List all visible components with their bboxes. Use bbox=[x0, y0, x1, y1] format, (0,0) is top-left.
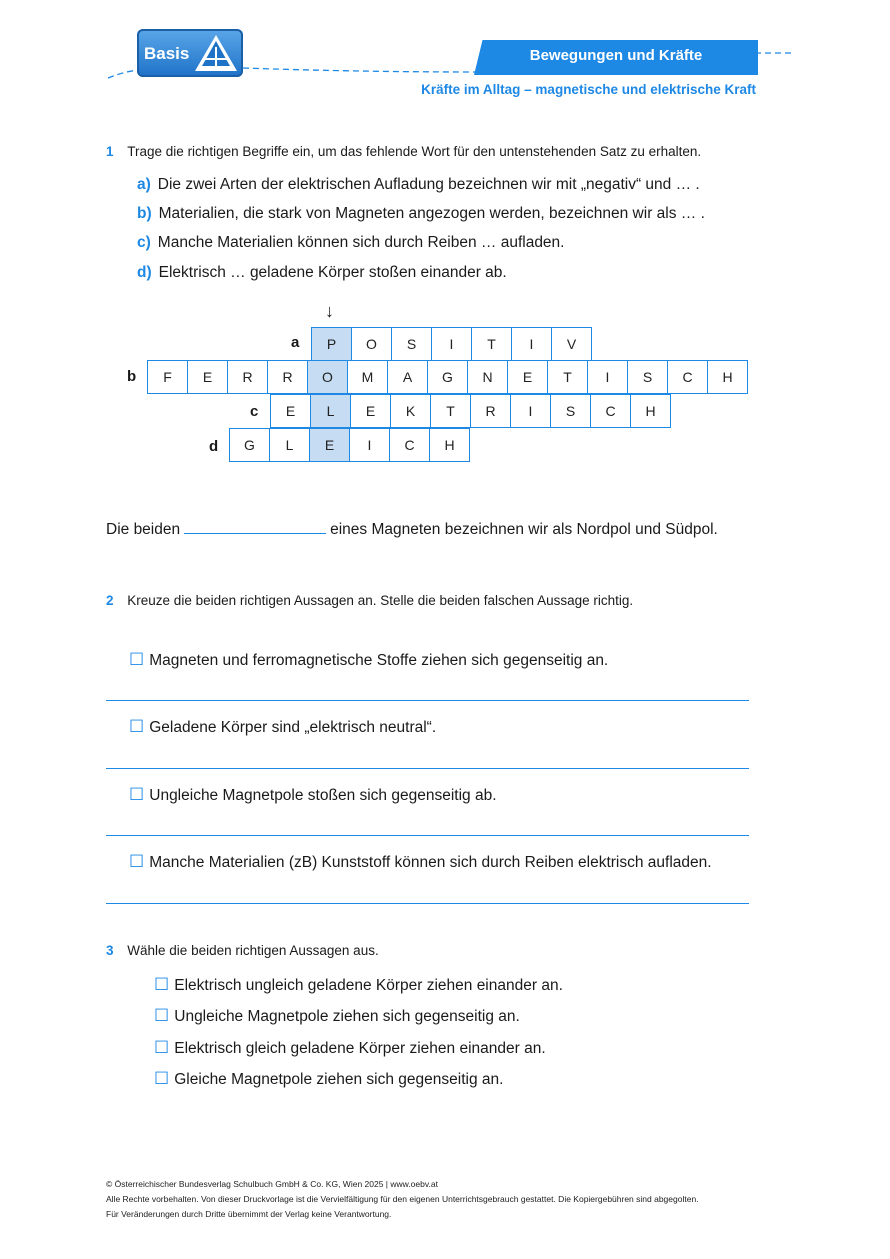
crossword-cell-a-3[interactable]: S bbox=[391, 327, 432, 361]
crossword-row-label-b: b bbox=[127, 368, 137, 385]
task3-option-2[interactable]: ☐ Ungleiche Magnetpole ziehen sich gegenseitig an. bbox=[154, 1006, 520, 1025]
task2-instruction: Kreuze die beiden richtigen Aussagen an. Stelle die beiden falschen Aussage richtig. bbox=[127, 593, 634, 608]
crossword-grid bbox=[0, 0, 890, 480]
checkbox-icon[interactable]: ☐ bbox=[129, 852, 145, 871]
crossword-cell-b-8[interactable]: G bbox=[427, 360, 468, 394]
checkbox-icon[interactable]: ☐ bbox=[154, 1038, 170, 1057]
crossword-cell-a-2[interactable]: O bbox=[351, 327, 392, 361]
task2-number: 2 bbox=[106, 593, 114, 608]
task3-option-1[interactable]: ☐ Elektrisch ungleich geladene Körper ziehen einander an. bbox=[154, 975, 563, 994]
task3-number: 3 bbox=[106, 943, 114, 958]
task1-item-a: a) Die zwei Arten der elektrischen Aufladung bezeichnen wir mit „negativ“ und … . bbox=[137, 176, 700, 193]
task3-instruction: Wähle die beiden richtigen Aussagen aus. bbox=[127, 943, 379, 958]
task3-option-3[interactable]: ☐ Elektrisch gleich geladene Körper ziehen einander an. bbox=[154, 1038, 546, 1057]
crossword-cell-a-4[interactable]: I bbox=[431, 327, 472, 361]
crossword-row-label-d: d bbox=[209, 438, 219, 455]
crossword-cell-c-5[interactable]: T bbox=[430, 394, 471, 428]
solution-arrow-icon: ↓ bbox=[325, 301, 334, 321]
checkbox-icon[interactable]: ☐ bbox=[154, 975, 170, 994]
crossword-cell-b-13[interactable]: S bbox=[627, 360, 668, 394]
crossword-cell-d-2[interactable]: L bbox=[269, 428, 310, 462]
checkbox-icon[interactable]: ☐ bbox=[129, 717, 145, 736]
crossword-cell-c-3[interactable]: E bbox=[350, 394, 391, 428]
crossword-cell-b-3[interactable]: R bbox=[227, 360, 268, 394]
crossword-cell-a-6[interactable]: I bbox=[511, 327, 552, 361]
checkbox-icon[interactable]: ☐ bbox=[154, 1069, 170, 1088]
crossword-cell-d-6[interactable]: H bbox=[429, 428, 470, 462]
task2-statement-1[interactable]: ☐ Magneten und ferromagnetische Stoffe ziehen sich gegenseitig an. bbox=[129, 650, 609, 669]
crossword-row-label-c: c bbox=[250, 403, 259, 420]
crossword-cell-a-5[interactable]: T bbox=[471, 327, 512, 361]
crossword-cell-b-14[interactable]: C bbox=[667, 360, 708, 394]
footer-rights: Alle Rechte vorbehalten. Von dieser Druckvorlage ist die Vervielfältigung für den eigenen Unterrichtsgebrauch gestattet. Die Kopiergebühren sind abgegolten. bbox=[106, 1194, 699, 1204]
task2-statement-3[interactable]: ☐ Ungleiche Magnetpole stoßen sich gegenseitig ab. bbox=[129, 785, 497, 804]
crossword-cell-b-1[interactable]: F bbox=[147, 360, 188, 394]
task2-heading bbox=[106, 593, 633, 608]
crossword-cell-d-1[interactable]: G bbox=[229, 428, 270, 462]
crossword-cell-c-8[interactable]: S bbox=[550, 394, 591, 428]
checkbox-icon[interactable]: ☐ bbox=[129, 785, 145, 804]
crossword-cell-b-2[interactable]: E bbox=[187, 360, 228, 394]
task1-item-c: c) Manche Materialien können sich durch Reiben … aufladen. bbox=[137, 234, 565, 251]
crossword-row-label-a: a bbox=[291, 334, 300, 351]
task3-option-4[interactable]: ☐ Gleiche Magnetpole ziehen sich gegenseitig an. bbox=[154, 1069, 504, 1088]
crossword-cell-c-9[interactable]: C bbox=[590, 394, 631, 428]
crossword-cell-b-11[interactable]: T bbox=[547, 360, 588, 394]
task1-item-b: b) Materialien, die stark von Magneten angezogen werden, bezeichnen wir als … . bbox=[137, 205, 705, 222]
crossword-cell-b-10[interactable]: E bbox=[507, 360, 548, 394]
crossword-cell-b-15[interactable]: H bbox=[707, 360, 748, 394]
crossword-cell-b-4[interactable]: R bbox=[267, 360, 308, 394]
crossword-cell-d-3[interactable]: E bbox=[309, 428, 350, 462]
crossword-cell-b-6[interactable]: M bbox=[347, 360, 388, 394]
crossword-cell-d-5[interactable]: C bbox=[389, 428, 430, 462]
logo-text: Basis bbox=[144, 44, 190, 63]
crossword-cell-b-12[interactable]: I bbox=[587, 360, 628, 394]
task1-sentence: Die beiden eines Magneten bezeichnen wir als Nordpol und Südpol. bbox=[106, 521, 718, 538]
answer-line-4[interactable] bbox=[106, 903, 749, 904]
checkbox-icon[interactable]: ☐ bbox=[154, 1006, 170, 1025]
task3-heading bbox=[106, 943, 379, 958]
crossword-cell-c-4[interactable]: K bbox=[390, 394, 431, 428]
footer bbox=[106, 1177, 699, 1222]
answer-blank[interactable] bbox=[184, 519, 326, 534]
crossword-cell-d-4[interactable]: I bbox=[349, 428, 390, 462]
crossword-cell-b-7[interactable]: A bbox=[387, 360, 428, 394]
worksheet-subtitle: Kräfte im Alltag – magnetische und elektrische Kraft bbox=[421, 82, 756, 97]
footer-copyright: © Österreichischer Bundesverlag Schulbuch GmbH & Co. KG, Wien 2025 | www.oebv.at bbox=[106, 1179, 438, 1189]
banner-title: Bewegungen und Kräfte bbox=[529, 47, 703, 64]
crossword-cell-b-5[interactable]: O bbox=[307, 360, 348, 394]
task1-number: 1 bbox=[106, 144, 114, 159]
crossword-cell-c-7[interactable]: I bbox=[510, 394, 551, 428]
checkbox-icon[interactable]: ☐ bbox=[129, 650, 145, 669]
answer-line-2[interactable] bbox=[106, 768, 749, 769]
task2-statement-2[interactable]: ☐ Geladene Körper sind „elektrisch neutral“. bbox=[129, 717, 437, 736]
answer-line-3[interactable] bbox=[106, 835, 749, 836]
task1-instruction: Trage die richtigen Begriffe ein, um das fehlende Wort für den untenstehenden Satz zu erhalten. bbox=[127, 144, 702, 159]
crossword-cell-c-10[interactable]: H bbox=[630, 394, 671, 428]
crossword-cell-a-1[interactable]: P bbox=[311, 327, 352, 361]
task1-item-d: d) Elektrisch … geladene Körper stoßen einander ab. bbox=[137, 264, 507, 281]
crossword-cell-b-9[interactable]: N bbox=[467, 360, 508, 394]
crossword-cell-c-1[interactable]: E bbox=[270, 394, 311, 428]
footer-disclaimer: Für Veränderungen durch Dritte übernimmt der Verlag keine Verantwortung. bbox=[106, 1209, 392, 1219]
answer-line-1[interactable] bbox=[106, 700, 749, 701]
task2-statement-4[interactable]: ☐ Manche Materialien (zB) Kunststoff können sich durch Reiben elektrisch aufladen. bbox=[129, 852, 712, 871]
crossword-cell-a-7[interactable]: V bbox=[551, 327, 592, 361]
crossword-cell-c-2[interactable]: L bbox=[310, 394, 351, 428]
crossword-cell-c-6[interactable]: R bbox=[470, 394, 511, 428]
